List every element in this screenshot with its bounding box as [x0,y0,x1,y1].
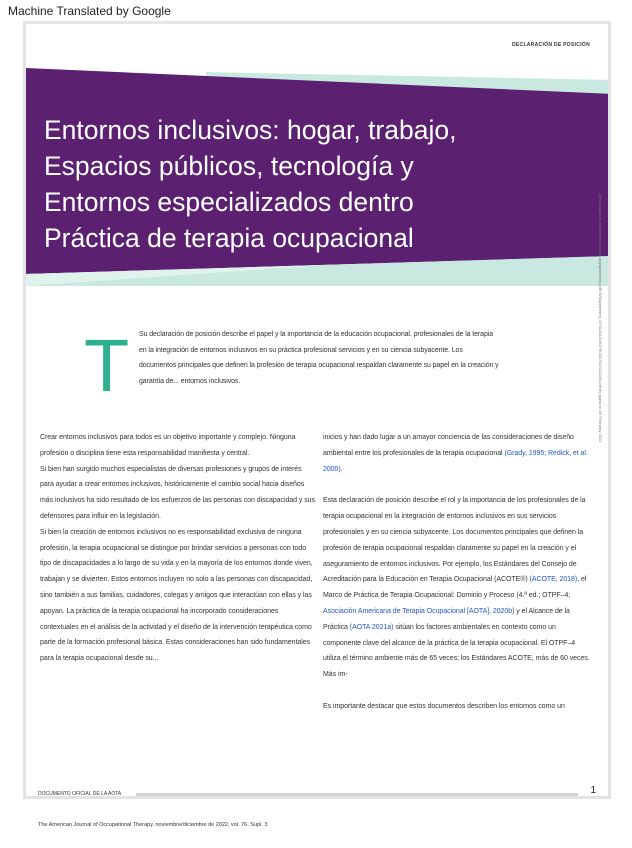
citation-link[interactable]: Asociación Americana de Terapia Ocupacional [AOTA], 2020b [323,607,513,615]
citation-link[interactable]: (Grady, 1995; Redick, et al. 2000). [323,449,588,473]
paragraph: Crear entornos inclusivos para todos es un objetivo importante y complejo. Ninguna profesión o disciplina tiene esta responsabilidad manifiesta y central. [40,434,296,457]
paragraph-text: inicios y han dado lugar a un amayor conciencia de las consideraciones de diseño ambiental entre los profesionales de la terapia ocupacional [323,434,574,457]
paragraph-gap [323,683,591,699]
title-line: Entornos especializados dentro [44,187,414,217]
paragraph: Si bien la creación de entornos inclusivos no es responsabilidad exclusiva de ninguna profesión, la terapia ocupacional se distingue por brindar servicios a personas con todo tipo de discapacidades a lo largo de su vida y en la mayoría de los entornos donde viven, trabajan y se divierten. Estos entornos incluyen no solo a las personas con discapacidad, sino también a sus familias, cuidadores, colegas y amigos que interactúan con ellas y las apoyan. La práctica de la terapia ocupacional ha incorporado consideraciones contextuales en el análisis de la actividad y el diseño de la intervención terapéutica como parte de la formación profesional básica. Estas consideraciones han sido fundamentales para la terapia ocupacional desde su... [40,528,313,663]
left-column [40,430,316,667]
footer-divider [136,793,578,796]
title-line: Práctica de terapia ocupacional [44,223,414,253]
right-column [323,430,591,715]
machine-translated-label: Machine Translated by Google [8,4,171,18]
intro-paragraph: Su declaración de posición describe el papel y la importancia de la educación ocupacional. profesionales de la terapia en la integración de entornos inclusivos en su práctica profesional servicios y en su ciencia subyacente. Los documentos principales que definen la profesión de terapia ocupacional respaldan claramente su papel en la creación y garantía de... entornos inclusivos. [139,331,499,385]
paragraph-text: el Marco de Práctica de Terapia Ocupacional: Dominio y Proceso (4.ª ed.; OTPF–4; [323,576,587,600]
citation-link[interactable]: (ACOTE, 2018), [529,576,580,584]
footer-label: DOCUMENTO OFICIAL DE LA AOTA [38,791,122,797]
paragraph [323,493,591,683]
paragraph: Si bien han surgido muchos especialistas de diversas profesiones y grupos de interés para ayudar a crear entornos inclusivos, históricamente el cambio social hacia diseños más inclusivos ha sido resultado de los esfuerzos de las personas con discapacidad y sus defensores para influir en la legislación. [40,465,315,520]
title-line: Espacios públicos, tecnología y [44,151,414,181]
download-watermark-text: Descargado de http://research.aota.org/ajot/article-pdf/76/Supplement_3/7613410240/78043/7613410240.pdf by guest on 09 February 2023 [598,194,603,443]
title-line: Entornos inclusivos: hogar, trabajo, [44,115,457,145]
download-watermark [596,194,604,554]
page-frame [23,21,611,799]
paragraph-text: Esta declaración de posición describe el rol y la importancia de los profesionales de la terapia ocupacional en la integración de entornos inclusivos en sus servicios profesionales y en su ciencia subyacente. Los documentos principales que definen la profesión de terapia ocupacional respaldan claramente su papel en la creación y el aseguramiento de entornos inclusivos. Por ejemplo, los Estándares del Consejo de Acreditación para la Educación en Terapia Ocupacional (ACOTE®) [323,497,586,584]
page-title [44,112,584,256]
paragraph-text: ) y el Alcance de la Práctica [323,607,570,631]
paragraph [323,430,591,477]
paragraph-gap [323,477,591,493]
drop-cap: T [84,324,130,407]
page-number: 1 [590,785,596,796]
journal-citation: The American Journal of Occupational Therapy, noviembre/diciembre de 2022, vol. 76, Supl. 3 [38,822,268,828]
paragraph: Es importante destacar que estos documentos describen los entornos como un [323,702,565,710]
section-tag: DECLARACIÓN DE POSICIÓN [511,42,590,48]
paragraph-text: sitúan los factores ambientales en contexto como un componente clave del alcance de la práctica de la terapia ocupacional. El OTPF–4 utiliza el término ambiente más de 65 veces; los Estándares ACOTE, más de 60 veces. Más im- [323,623,590,679]
citation-link[interactable]: (AOTA 2021a) [349,623,394,631]
